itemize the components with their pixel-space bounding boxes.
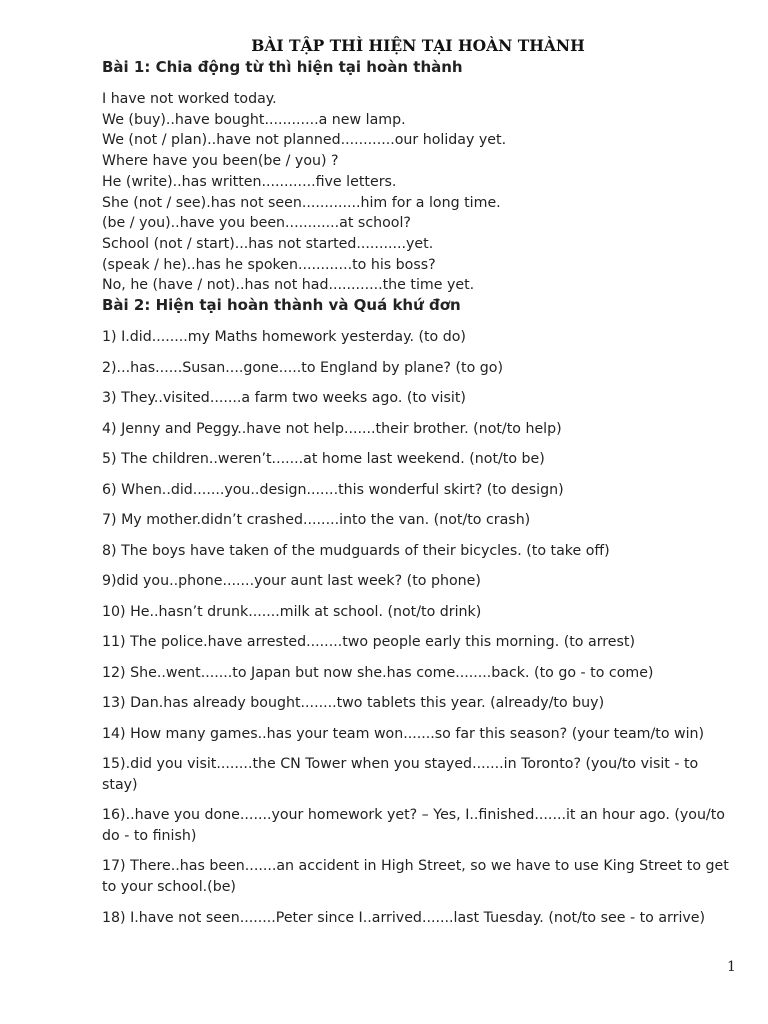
exercise-item: 5) The children..weren’t.......at home last weekend. (not/to be): [102, 451, 545, 467]
section-1-heading: Bài 1: Chia động từ thì hiện tại hoàn thành: [102, 58, 463, 76]
document-title: BÀI TẬP THÌ HIỆN TẠI HOÀN THÀNH: [251, 36, 585, 55]
exercise-item: 3) They..visited.......a farm two weeks ago. (to visit): [102, 390, 466, 406]
exercise-line: We (buy)..have bought............a new lamp.: [102, 111, 406, 128]
exercise-item: 8) The boys have taken of the mudguards of their bicycles. (to take off): [102, 542, 610, 559]
section-2-items: [102, 327, 730, 938]
exercise-item: 9)did you..phone.......your aunt last week? (to phone): [102, 573, 481, 589]
exercise-item: 6) When..did.......you..design.......this wonderful skirt? (to design): [102, 481, 564, 498]
exercise-item: 2)...has......Susan....gone.....to England by plane? (to go): [102, 359, 503, 376]
exercise-item: 12) She..went.......to Japan but now she.has come........back. (to go - to come): [102, 664, 654, 681]
page-number: 1: [727, 959, 736, 975]
exercise-item: 13) Dan.has already bought........two tablets this year. (already/to buy): [102, 695, 605, 711]
exercise-item: 7) My mother.didn’t crashed........into the van. (not/to crash): [102, 512, 531, 528]
exercise-line: I have not worked today.: [102, 91, 277, 107]
exercise-line: (speak / he)..has he spoken............to his boss?: [102, 256, 436, 273]
exercise-item: 4) Jenny and Peggy..have not help.......their brother. (not/to help): [102, 420, 562, 437]
exercise-item: 17) There..has been.......an accident in High Street, so we have to use King Street to get to your school.(be): [102, 858, 729, 896]
exercise-line: He (write)..has written............five letters.: [102, 173, 397, 190]
section-1-lines: [102, 89, 742, 296]
exercise-line: Where have you been(be / you) ?: [102, 153, 339, 170]
exercise-item: 11) The police.have arrested........two people early this morning. (to arrest): [102, 634, 636, 650]
exercise-item: 1) I.did........my Maths homework yesterday. (to do): [102, 329, 466, 345]
exercise-item: 15).did you visit........the CN Tower when you stayed.......in Toronto? (you/to visit - to stay): [102, 756, 699, 793]
exercise-line: No, he (have / not)..has not had............the time yet.: [102, 277, 475, 294]
exercise-item: 16)..have you done.......your homework yet? – Yes, I..finished.......it an hour ago. (you/to do - to finish): [102, 807, 725, 844]
exercise-item: 10) He..hasn’t drunk.......milk at school. (not/to drink): [102, 603, 482, 620]
exercise-item: 14) How many games..has your team won.......so far this season? (your team/to win): [102, 725, 705, 742]
exercise-line: We (not / plan)..have not planned............our holiday yet.: [102, 132, 507, 149]
exercise-line: School (not / start)...has not started...........yet.: [102, 235, 434, 252]
section-2-heading: Bài 2: Hiện tại hoàn thành và Quá khứ đơn: [102, 296, 461, 314]
exercise-line: She (not / see).has not seen.............him for a long time.: [102, 194, 501, 211]
exercise-item: 18) I.have not seen........Peter since I..arrived.......last Tuesday. (not/to see - to arrive): [102, 909, 706, 926]
exercise-line: (be / you)..have you been............at school?: [102, 215, 411, 232]
